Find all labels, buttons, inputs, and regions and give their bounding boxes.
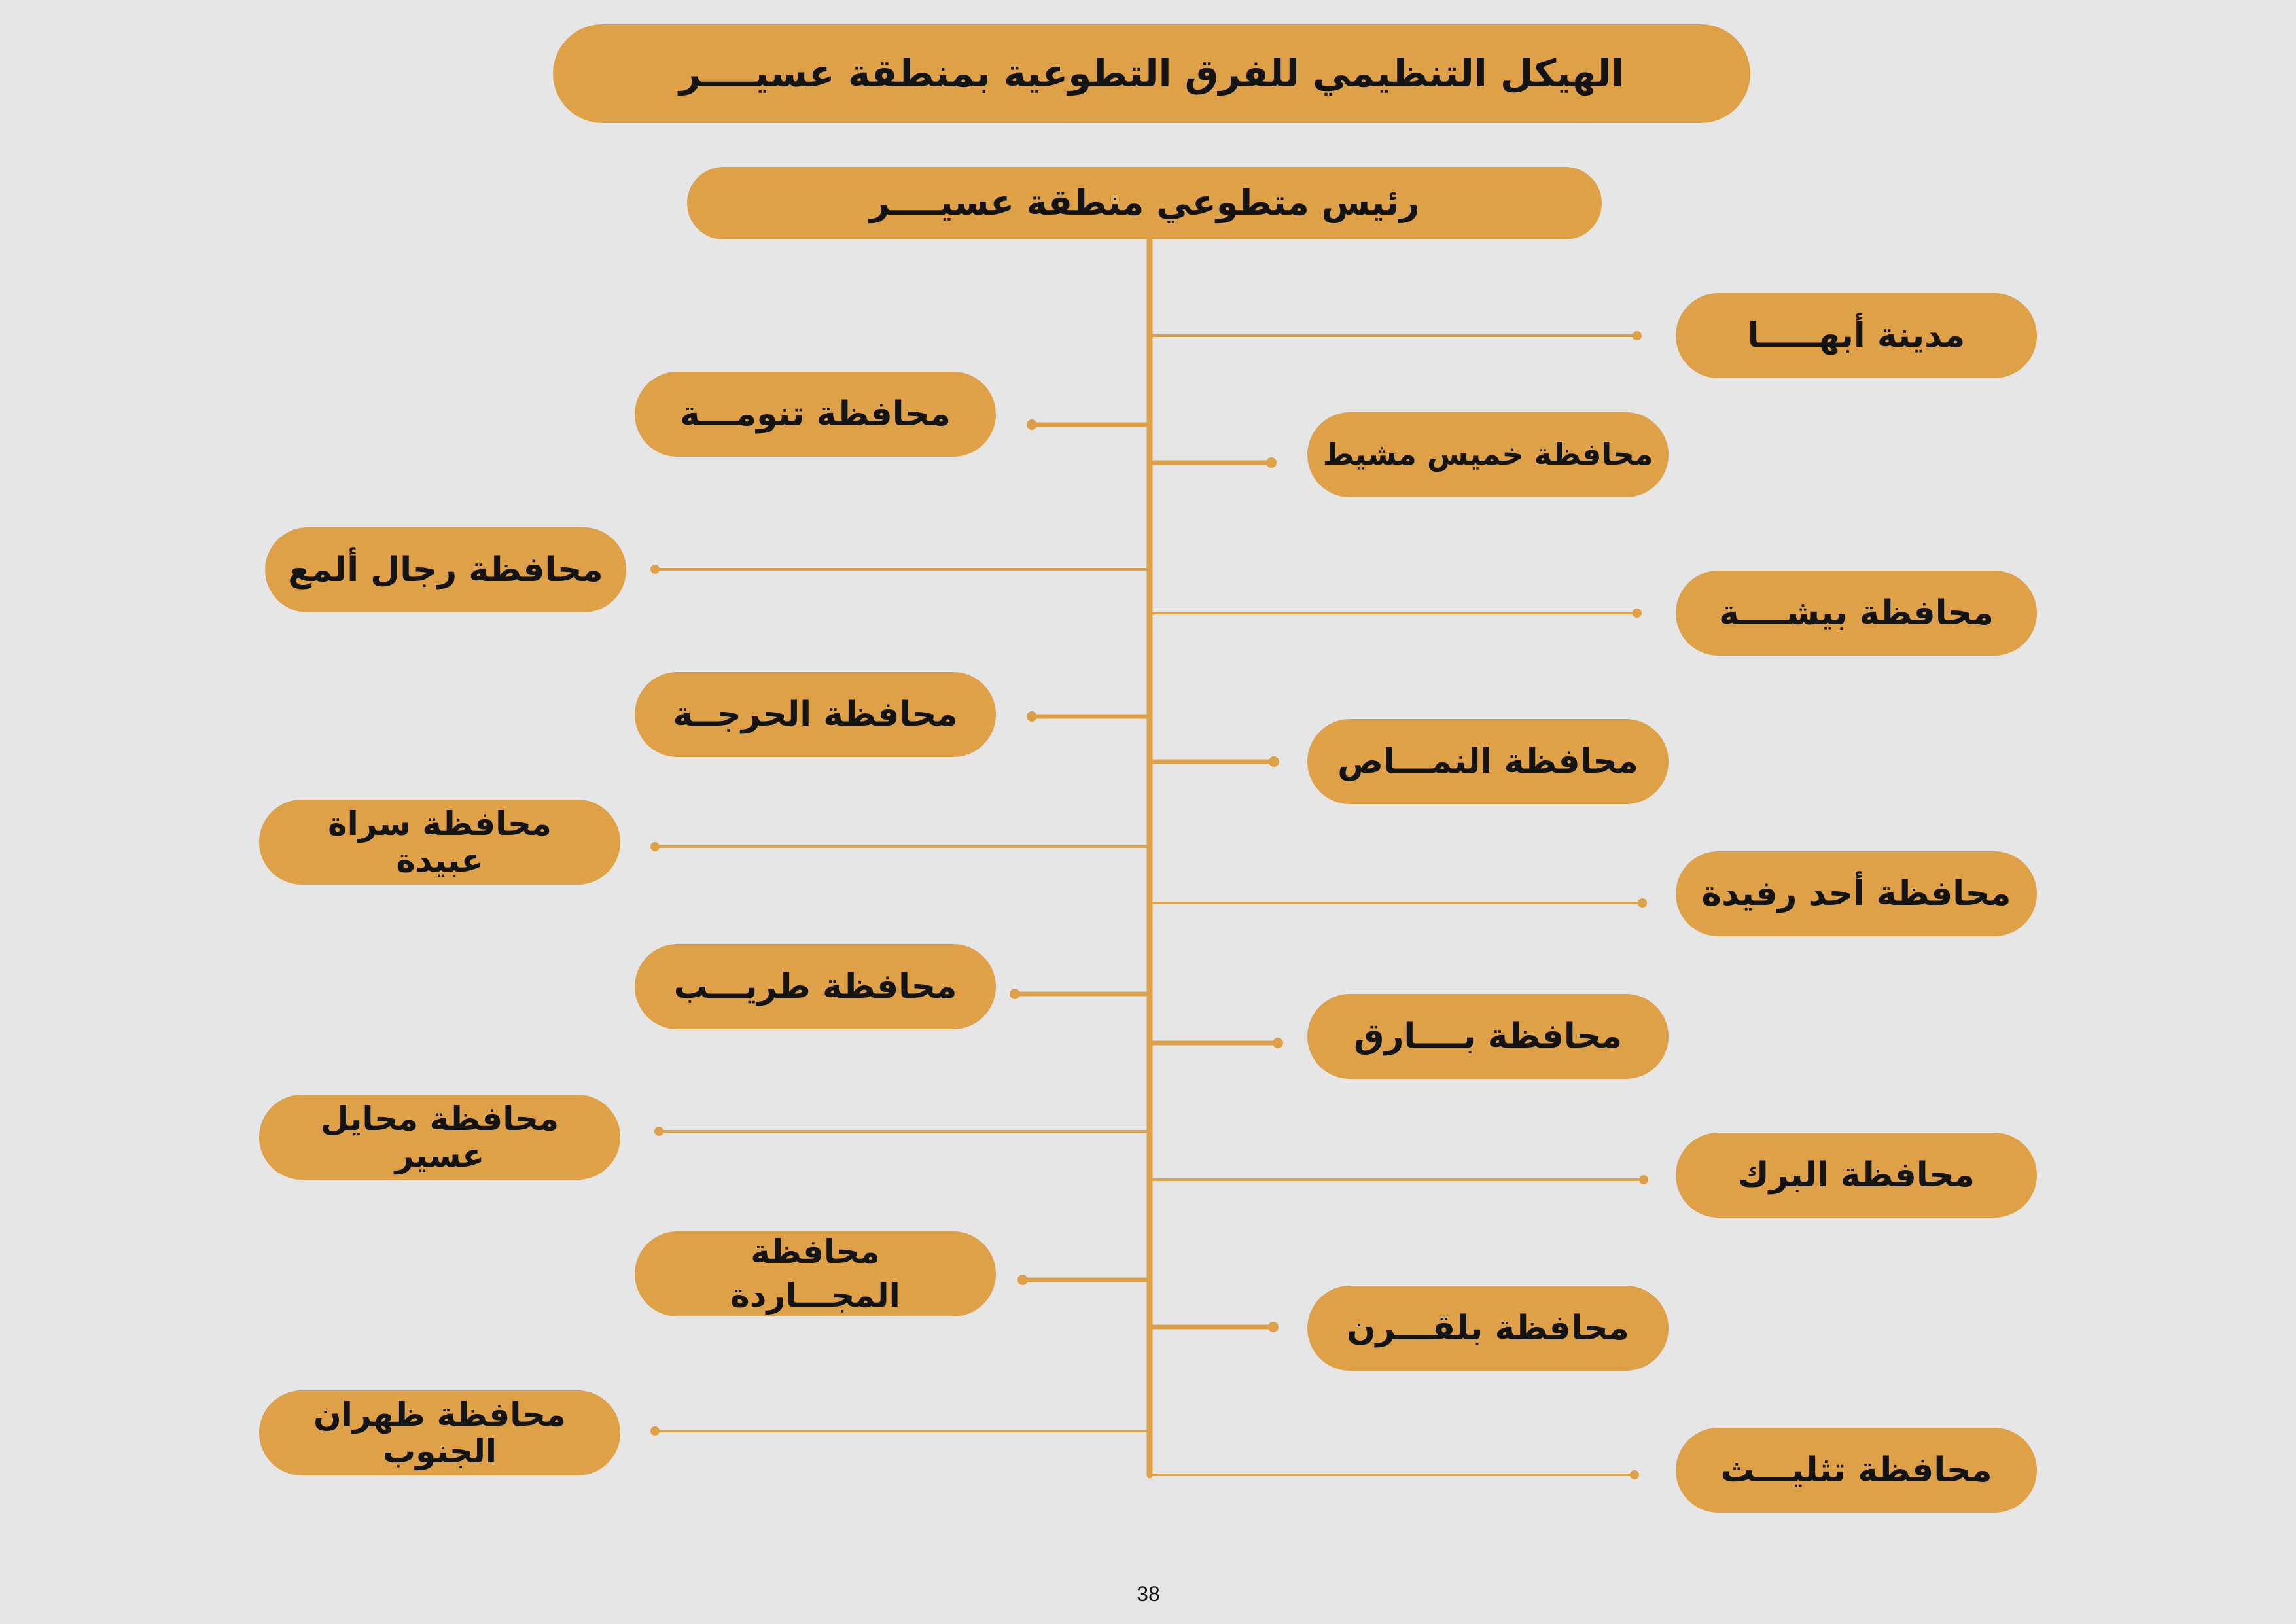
node-birk [1676,1133,2037,1218]
node-sarat-abidah-line1: محافظة سراة [328,805,552,843]
node-dhahran-aljanoub [259,1390,620,1475]
node-tathleeth [1676,1428,2037,1513]
node-tareeb-line1: محافظة طريـــب [673,966,957,1006]
node-muhayil-asir-line2: عسير [395,1137,485,1174]
branch-dot-right-1 [1633,331,1642,340]
node-muhayil-asir [259,1095,620,1180]
node-balqarn [1307,1286,1669,1371]
branch-dot-right-2 [1266,457,1277,468]
branch-dot-left-8 [650,1426,660,1436]
branch-dot-left-6 [654,1127,663,1136]
branch-dot-right-3 [1633,609,1642,618]
branch-dot-right-5 [1638,898,1647,908]
page-number: 38 [1137,1582,1160,1606]
node-tareeb [635,944,996,1029]
branch-dot-right-4 [1269,756,1279,767]
branch-dot-left-4 [650,842,660,851]
node-majardah-line1: محافظة [751,1232,880,1271]
branch-dot-left-2 [650,565,660,574]
node-ahad-rufaidah-text: محافظة أحد رفيدة [1701,874,2011,913]
node-majardah [635,1231,996,1316]
branch-dot-left-3 [1027,711,1037,722]
node-rijal-almaa-line1: محافظة رجال ألمع [288,550,603,590]
node-abha-text: مدينة أبهـــــا [1747,315,1966,355]
node-bisha-text: محافظة بيشــــة [1719,593,1994,633]
node-tathleeth-text: محافظة تثليـــث [1720,1450,1992,1490]
node-namas-text: محافظة النمـــاص [1337,741,1638,781]
node-tanomah-line1: محافظة تنومـــة [680,394,951,434]
node-tanomah [635,372,996,457]
node-rijal-almaa [265,527,626,612]
node-bariq [1307,994,1669,1079]
branch-dot-right-9 [1630,1470,1639,1479]
node-sarat-abidah [259,800,620,885]
node-sarat-abidah-line2: عبيدة [396,841,484,879]
branch-dot-left-1 [1027,419,1037,430]
node-muhayil-asir-line1: محافظة محايل [320,1100,559,1138]
node-khamis-mushait-text: محافظة خميس مشيط [1322,436,1653,472]
branch-dot-right-8 [1268,1322,1279,1332]
branch-dot-right-7 [1639,1175,1648,1184]
node-birk-text: محافظة البرك [1737,1155,1975,1195]
node-dhahran-aljanoub-line2: الجنوب [383,1432,497,1470]
node-namas [1307,719,1669,804]
node-majardah-line2: المجـــاردة [730,1277,900,1315]
branch-dot-left-5 [1010,989,1020,999]
node-harajah-line1: محافظة الحرجــة [673,694,958,734]
branch-dot-right-6 [1273,1038,1283,1048]
node-ahad-rufaidah [1676,851,2037,936]
node-khamis-mushait [1307,412,1669,497]
node-balqarn-text: محافظة بلقـــرن [1347,1308,1629,1348]
node-bisha [1676,571,2037,656]
branch-dot-left-7 [1017,1275,1028,1285]
chart-title-text: الهيكل التنظيمي للفرق التطوعية بمنطقة عسيــــر [679,51,1625,96]
node-dhahran-aljanoub-line1: محافظة ظهران [313,1396,566,1434]
head-node-text: رئيس متطوعي منطقة عسيــــر [869,182,1420,224]
node-harajah [635,672,996,757]
node-bariq-text: محافظة بــــارق [1353,1016,1623,1056]
node-abha [1676,293,2037,378]
